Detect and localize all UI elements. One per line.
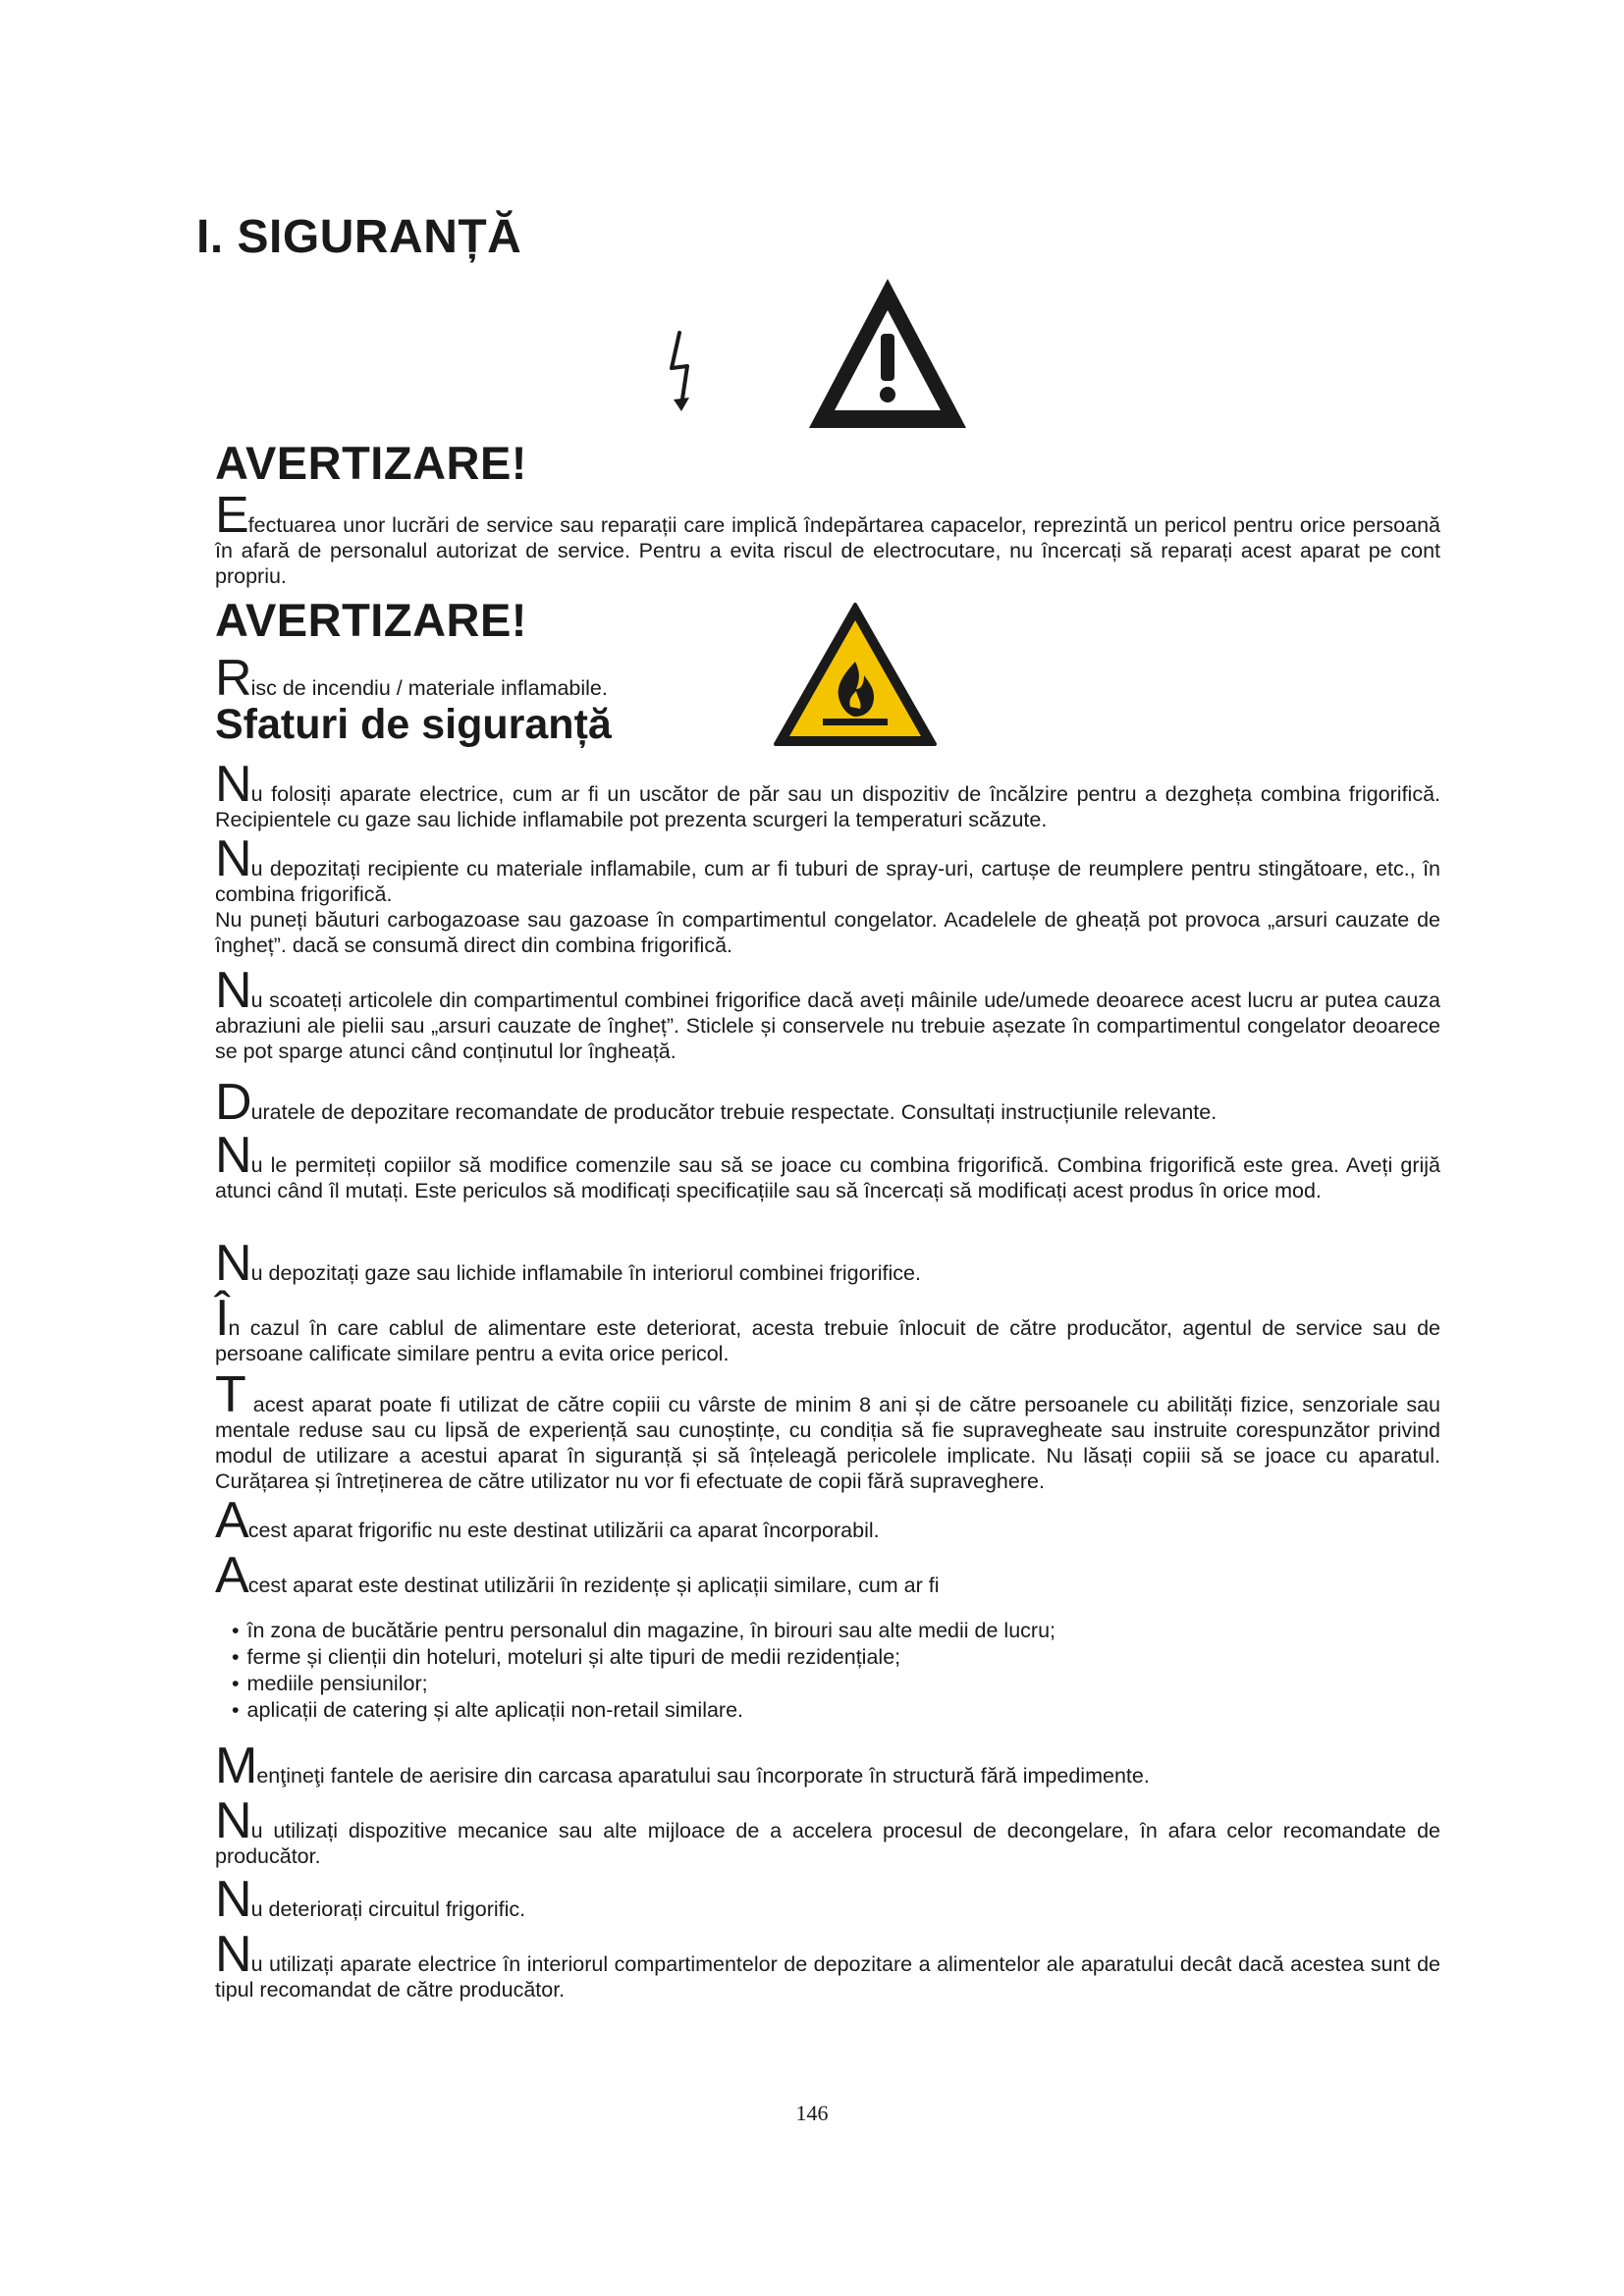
safety-paragraph-9: Acest aparat frigorific nu este destinat utilizării ca aparat încorporabil. <box>215 1492 880 1549</box>
safety-paragraph-14: Nu utilizați aparate electrice în interiorul compartimentelor de depozitare a alimentelor ale aparatului decât dacă acestea sunt de tipul recomandat de către producător. <box>215 1926 1440 2002</box>
safety-paragraph-7: În cazul în care cablul de alimentare este deteriorat, acesta trebuie înlocuit de către producător, agentul de service sau de persoane calificate similare pentru a evita orice pericol. <box>215 1290 1440 1365</box>
warning-paragraph-2: Risc de incendiu / materiale inflamabile. <box>215 650 608 707</box>
safety-paragraph-11: Menţineţi fantele de aerisire din carcasa aparatului sau încorporate în structură fără impedimente. <box>215 1737 1150 1794</box>
list-item: • mediile pensiunilor; <box>232 1671 1430 1697</box>
list-item: • ferme și clienții din hoteluri, moteluri și alte tipuri de medii rezidențiale; <box>232 1644 1430 1671</box>
section-title: I. SIGURANȚĂ <box>196 211 522 263</box>
safety-paragraph-4: Duratele de depozitare recomandate de producător trebuie respectate. Consultați instrucțiunile relevante. <box>215 1074 1218 1131</box>
list-item: • în zona de bucătărie pentru personalul din magazine, în birouri sau alte medii de lucru; <box>232 1618 1430 1644</box>
warning-paragraph-1: Efectuarea unor lucrări de service sau reparații care implică îndepărtarea capacelor, reprezintă un pericol pentru orice persoană în afară de personalul autorizat de service. Pentru a evita riscul de electrocutare, nu încercați să reparați acest aparat pe cont propriu. <box>215 487 1440 588</box>
safety-paragraph-1: Nu folosiți aparate electrice, cum ar fi un uscător de păr sau un dispozitiv de încălzire pentru a dezgheța combina frigorifică. Recipientele cu gaze sau lichide inflamabile pot prezenta scurgeri la temperaturi scăzute. <box>215 756 1440 831</box>
lightning-bolt-icon <box>668 329 701 417</box>
drop-initial: E <box>215 487 248 544</box>
drop-initial: R <box>215 650 251 707</box>
flammable-warning-icon <box>772 601 939 750</box>
safety-paragraph-2: Nu depozitați recipiente cu materiale inflamabile, cum ar fi tuburi de spray-uri, cartușe de reumplere pentru stingătoare, etc., în combina frigorifică. Nu puneți băuturi carbogazoase sau gazoase în compartimentul congelator. Acadelele de gheață pot provoca „arsuri cauzate de îngheț”. dacă se consumă direct din combina frigorifică. <box>215 830 1440 957</box>
safety-paragraph-5: Nu le permiteți copiilor să modifice comenzile sau să se joace cu combina frigorifică. Combina frigorifică este grea. Aveți grijă atunci când îl mutați. Este periculos să modificați specificațiile sau să încercați să modificați acest produs în orice mod. <box>215 1127 1440 1202</box>
safety-heading: Sfaturi de siguranță <box>215 701 612 748</box>
safety-paragraph-10: Acest aparat este destinat utilizării în rezidențe și aplicații similare, cum ar fi <box>215 1547 940 1604</box>
safety-paragraph-8: T acest aparat poate fi utilizat de către copiii cu vârste de minim 8 ani și de către persoanele cu abilități fizice, senzoriale sau mentale reduse sau cu lipsă de experiență sau cunoștințe, cu condiția să fie supravegheate sau instruite corespunzător privind modul de utilizare a acestui aparat în siguranță și să înțeleagă pericolele implicate. Nu lăsați copiii să se joace cu aparatul. Curățarea și întreținerea de către utilizator nu vor fi efectuate de copii fără supraveghere. <box>215 1366 1440 1493</box>
safety-paragraph-6: Nu depozitați gaze sau lichide inflamabile în interiorul combinei frigorifice. <box>215 1235 921 1292</box>
page-number: 146 <box>795 2101 829 2125</box>
list-item: • aplicații de catering și alte aplicații non-retail similare. <box>232 1697 1430 1724</box>
safety-paragraph-12: Nu utilizați dispozitive mecanice sau alte mijloace de a accelera procesul de decongelare, în afara celor recomandate de producător. <box>215 1792 1440 1868</box>
warning-heading-1: AVERTIZARE! <box>215 437 527 489</box>
usage-list <box>232 1618 1430 1724</box>
warning-triangle-icon <box>803 273 972 434</box>
safety-paragraph-3: Nu scoateți articolele din compartimentul combinei frigorifice dacă aveți mâinile ude/umede deoarece acest lucru ar putea cauza abraziuni ale pielii sau „arsuri cauzate de îngheț”. Sticlele și conservele nu trebuie așezate în compartimentul congelator deoarece se pot sparge atunci când conținutul lor îngheață. <box>215 962 1440 1063</box>
safety-paragraph-13: Nu deteriorați circuitul frigorific. <box>215 1871 526 1928</box>
warning-heading-2: AVERTIZARE! <box>215 594 527 646</box>
